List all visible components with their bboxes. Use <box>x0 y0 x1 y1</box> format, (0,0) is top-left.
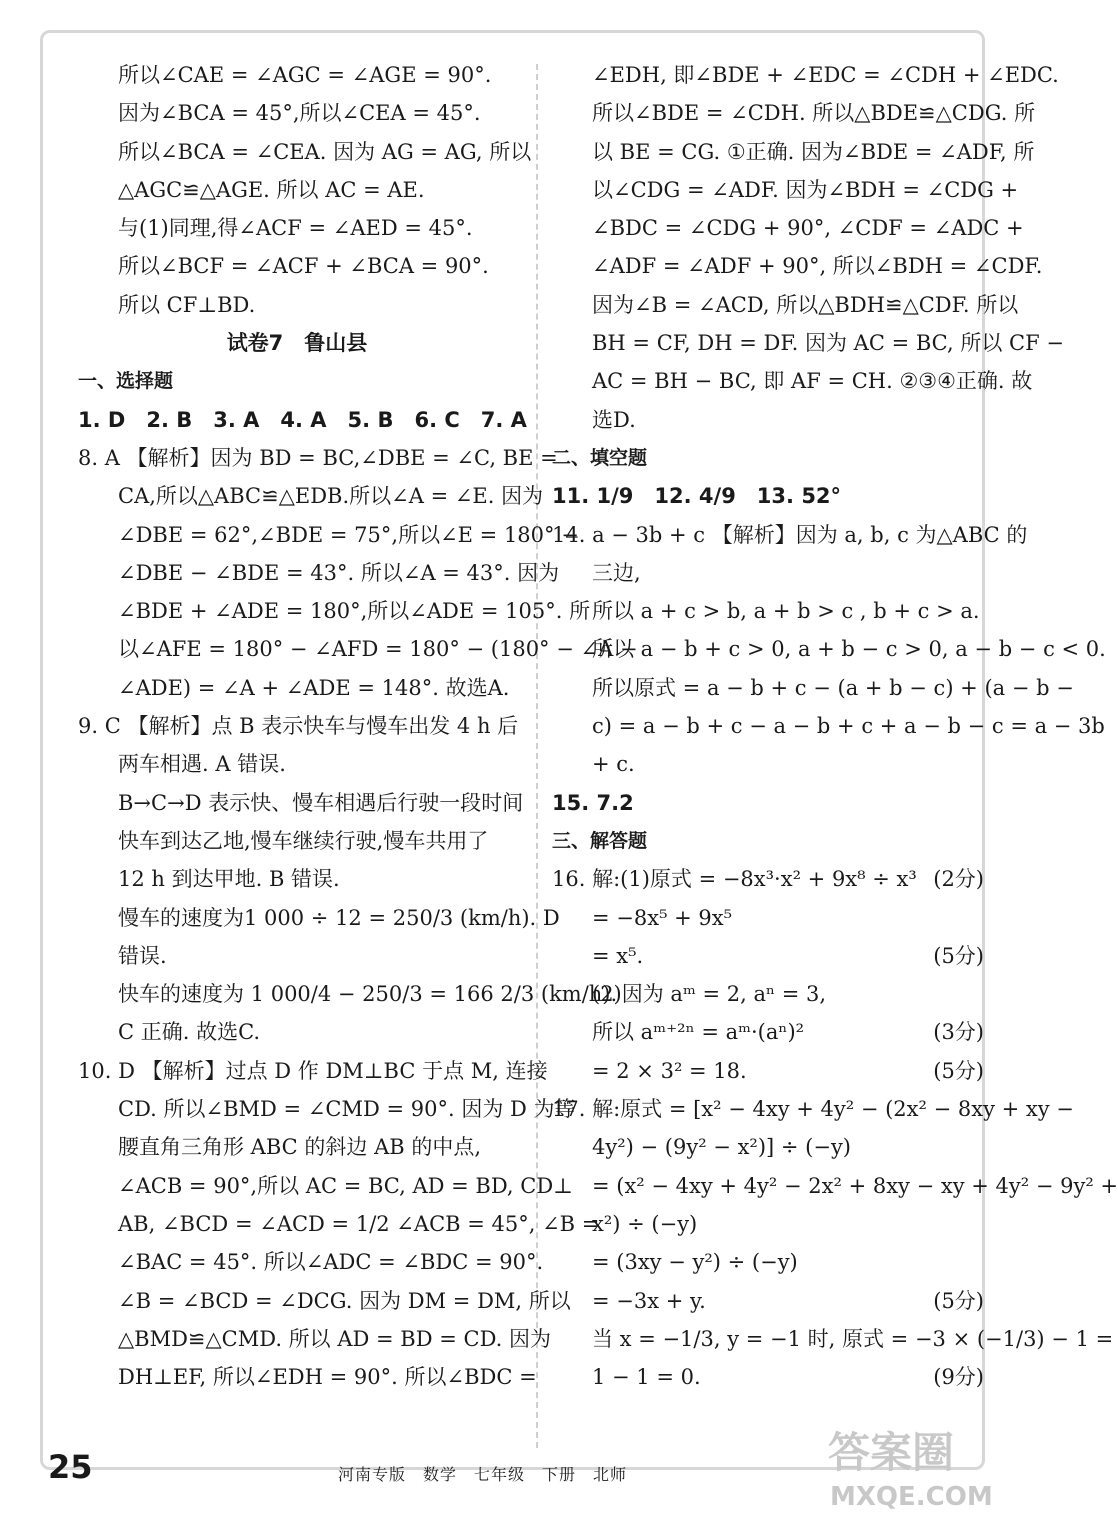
text-line: AB, ∠BCD = ∠ACD = 1/2 ∠ACB = 45°, ∠B = <box>118 1211 600 1236</box>
text-line: 因为∠B = ∠ACD, 所以△BDH≌△CDF. 所以 <box>592 292 1019 317</box>
text-line: 快车到达乙地,慢车继续行驶,慢车共用了 <box>118 828 489 853</box>
text-line: 选D. <box>592 407 636 432</box>
text-line: ∠EDH, 即∠BDE + ∠EDC = ∠CDH + ∠EDC. <box>592 63 1059 87</box>
text-line: + c. <box>592 752 635 777</box>
text-line: ∠DBE − ∠BDE = 43°. 所以∠A = 43°. 因为 <box>118 560 560 585</box>
section-heading: 一、选择题 <box>78 370 174 393</box>
right-column <box>552 56 1118 1396</box>
text-line: DH⊥EF, 所以∠EDH = 90°. 所以∠BDC = <box>118 1365 537 1390</box>
text-line: 当 x = −1/3, y = −1 时, 原式 = −3 × (−1/3) − 1 = <box>592 1326 1114 1351</box>
text-line: ∠BAC = 45°. 所以∠ADC = ∠BDC = 90°. <box>118 1250 544 1275</box>
score: (5分) <box>933 1058 984 1083</box>
text-line: 所以∠CAE = ∠AGC = ∠AGE = 90°. <box>118 63 492 87</box>
answer-row: 11. 1/9 12. 4/9 13. 52° <box>552 484 842 509</box>
text-line: 以 BE = CG. ①正确. 因为∠BDE = ∠ADF, 所 <box>592 139 1035 164</box>
text: = x⁵. <box>592 943 644 968</box>
text-line: ∠ACB = 90°,所以 AC = BC, AD = BD, CD⊥ <box>118 1173 573 1198</box>
text-line: 两车相遇. A 错误. <box>118 752 286 777</box>
text-line: c) = a − b + c − a − b + c + a − b − c = a − 3b <box>592 714 1105 739</box>
score: (2分) <box>933 867 984 892</box>
text-line: 与(1)同理,得∠ACF = ∠AED = 45°. <box>118 216 473 241</box>
text-line: △BMD≌△CMD. 所以 AD = BD = CD. 因为 <box>118 1326 552 1351</box>
text-line: 10. D 【解析】过点 D 作 DM⊥BC 于点 M, 连接 <box>78 1058 548 1083</box>
answer-row: 1. D 2. B 3. A 4. A 5. B 6. C 7. A <box>78 407 527 432</box>
text-line <box>552 937 984 975</box>
section-heading: 二、填空题 <box>552 446 648 469</box>
text-line: 三边, <box>592 560 641 585</box>
text-line: 快车的速度为 1 000/4 − 250/3 = 166 2/3 (km/h). <box>118 982 618 1007</box>
score: (9分) <box>933 1365 984 1390</box>
score: (5分) <box>933 1288 984 1313</box>
text-line: ∠ADE) = ∠A + ∠ADE = 148°. 故选A. <box>118 675 510 700</box>
answer-row: 15. 7.2 <box>552 790 634 815</box>
text-line: (2)因为 aᵐ = 2, aⁿ = 3, <box>592 982 827 1007</box>
section-heading: 三、解答题 <box>552 829 648 852</box>
exam-title: 试卷7 鲁山县 <box>226 331 368 356</box>
text-line: ∠ADF = ∠ADF + 90°, 所以∠BDH = ∠CDF. <box>592 254 1043 279</box>
text-line: B→C→D 表示快、慢车相遇后行驶一段时间 <box>118 790 524 815</box>
text-line: BH = CF, DH = DF. 因为 AC = BC, 所以 CF − <box>592 331 1064 356</box>
text-line: ∠BDE + ∠ADE = 180°,所以∠ADE = 105°. 所 <box>118 599 591 624</box>
text: = −3x + y. <box>592 1288 706 1313</box>
text-line: = (3xy − y²) ÷ (−y) <box>592 1250 798 1275</box>
text-line: 17. 解:原式 = [x² − 4xy + 4y² − (2x² − 8xy + xy − <box>552 1097 1074 1122</box>
watermark-title: 答案圈 <box>828 1428 955 1477</box>
text-line: 14. a − 3b + c 【解析】因为 a, b, c 为△ABC 的 <box>552 522 1028 547</box>
text-line: △AGC≌△AGE. 所以 AC = AE. <box>118 177 425 202</box>
text: = 2 × 3² = 18. <box>592 1058 747 1083</box>
text-line: 因为∠BCA = 45°,所以∠CEA = 45°. <box>118 101 481 126</box>
text-line: 腰直角三角形 ABC 的斜边 AB 的中点, <box>118 1135 482 1160</box>
text-line: = −8x⁵ + 9x⁵ <box>592 905 733 930</box>
text-line: AC = BH − BC, 即 AF = CH. ②③④正确. 故 <box>592 369 1033 394</box>
watermark-logo <box>800 1420 993 1520</box>
text-line: 所以 a + c > b, a + b > c , b + c > a. <box>592 599 980 624</box>
text: 16. 解:(1)原式 = −8x³·x² + 9x⁸ ÷ x³ <box>552 867 917 892</box>
text-line <box>552 1052 984 1090</box>
text-line: CD. 所以∠BMD = ∠CMD = 90°. 因为 D 为等 <box>118 1097 576 1122</box>
page-number: 25 <box>48 1448 93 1486</box>
text-line: 以∠CDG = ∠ADF. 因为∠BDH = ∠CDG + <box>592 177 1019 202</box>
text: 所以 aᵐ⁺²ⁿ = aᵐ·(aⁿ)² <box>592 1020 805 1045</box>
text-line: ∠BDC = ∠CDG + 90°, ∠CDF = ∠ADC + <box>592 216 1024 241</box>
text-line: 所以原式 = a − b + c − (a + b − c) + (a − b − <box>592 675 1074 700</box>
text-line: 所以∠BDE = ∠CDH. 所以△BDE≌△CDG. 所 <box>592 101 1036 126</box>
text-line: 所以 a − b + c > 0, a + b − c > 0, a − b − c < 0. <box>592 637 1106 662</box>
text-line: C 正确. 故选C. <box>118 1020 261 1045</box>
text-line: ∠DBE = 62°,∠BDE = 75°,所以∠E = 180° − <box>118 522 579 547</box>
text-line <box>552 1282 984 1320</box>
text-line: 所以∠BCF = ∠ACF + ∠BCA = 90°. <box>118 254 489 279</box>
score: (5分) <box>933 943 984 968</box>
score: (3分) <box>933 1020 984 1045</box>
text-line: ∠B = ∠BCD = ∠DCG. 因为 DM = DM, 所以 <box>118 1288 571 1313</box>
text-line: 8. A 【解析】因为 BD = BC,∠DBE = ∠C, BE = <box>78 445 558 470</box>
watermark-url: MXQE.COM <box>830 1482 993 1512</box>
text-line: x²) ÷ (−y) <box>592 1211 698 1236</box>
text-line <box>552 860 984 898</box>
text: 1 − 1 = 0. <box>592 1365 701 1390</box>
text-line <box>552 1358 984 1396</box>
text-line: = (x² − 4xy + 4y² − 2x² + 8xy − xy + 4y² − 9y² + <box>592 1173 1118 1198</box>
text-line: 所以∠BCA = ∠CEA. 因为 AG = AG, 所以 <box>118 139 532 164</box>
text-line: 以∠AFE = 180° − ∠AFD = 180° − (180° − ∠A − <box>118 637 638 662</box>
text-line: 12 h 到达甲地. B 错误. <box>118 867 340 892</box>
text-line <box>552 1013 984 1051</box>
text-line: 所以 CF⊥BD. <box>118 292 256 317</box>
text-line: 错误. <box>118 943 167 968</box>
footer-text: 河南专版 数学 七年级 下册 北师 <box>338 1465 628 1484</box>
text-line: 9. C 【解析】点 B 表示快车与慢车出发 4 h 后 <box>78 714 519 739</box>
text-line: CA,所以△ABC≌△EDB.所以∠A = ∠E. 因为 <box>118 484 544 509</box>
text-line: 慢车的速度为1 000 ÷ 12 = 250/3 (km/h). D <box>118 905 560 930</box>
text-line: 4y²) − (9y² − x²)] ÷ (−y) <box>592 1135 852 1160</box>
